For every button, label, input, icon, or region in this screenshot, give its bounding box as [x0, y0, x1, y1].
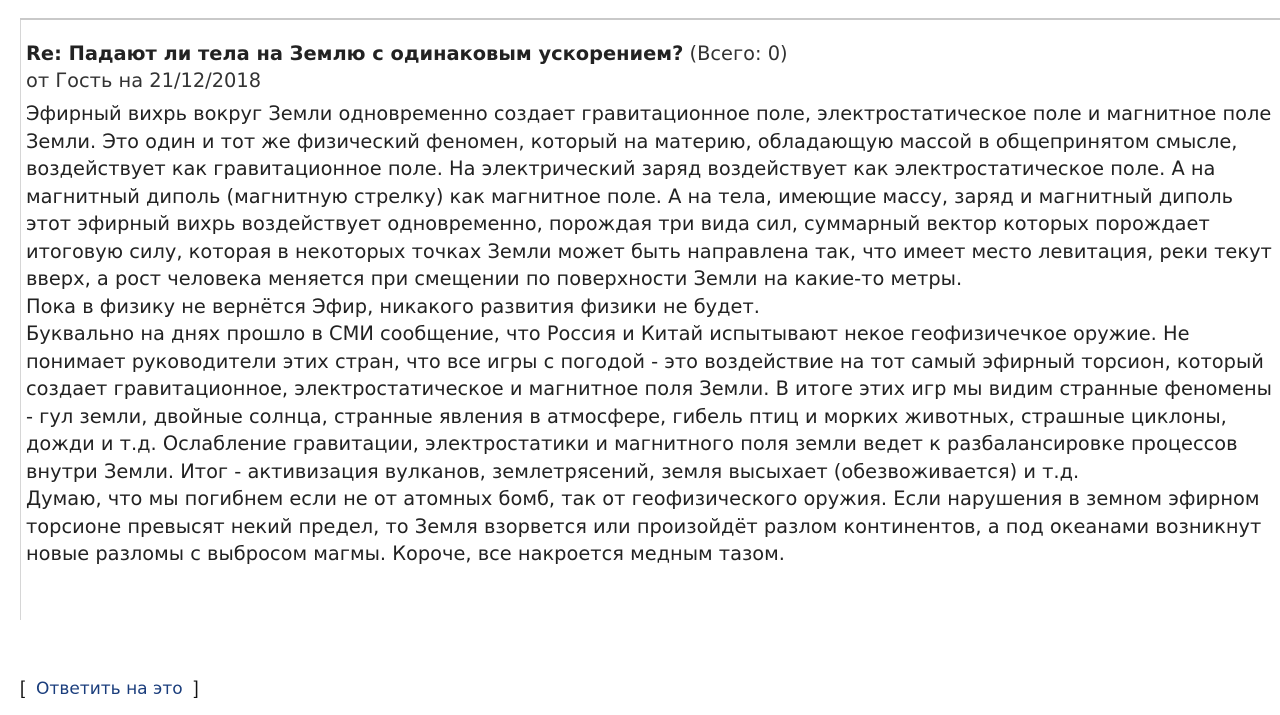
- reply-bar: [20, 676, 199, 701]
- post-paragraph: Эфирный вихрь вокруг Земли одновременно создает гравитационное поле, электростатическое поле и магнитное поле Земли. Это один и тот же физический феномен, который на материю, обладающую массой в общепринятом смысле, воздействует как гравитационное поле. На электрический заряд воздействует как электростатическое поле. А на магнитный диполь (магнитную стрелку) как магнитное поле. А на тела, имеющие массу, заряд и магнитный диполь этот эфирный вихрь воздействует одновременно, порождая три вида сил, суммарный вектор которых порождает итоговую силу, которая в некоторых точках Земли может быть направлена так, что имеет место левитация, реки текут вверх, а рост человека меняется при смещении по поверхности Земли на какие-то метры.: [26, 102, 1272, 290]
- reply-link[interactable]: Ответить на это: [36, 679, 183, 699]
- post-body: [26, 100, 1274, 568]
- forum-post: [26, 40, 1274, 568]
- open-bracket: [: [20, 678, 26, 698]
- post-header: [26, 40, 1274, 67]
- post-author-date: от Гость на 21/12/2018: [26, 69, 262, 92]
- post-paragraph: Думаю, что мы погибнем если не от атомных бомб, так от геофизического оружия. Если нарушения в земном эфирном торсионе превысят некий предел, то Земля взорвется или произойдёт разлом континентов, а под океанами возникнут новые разломы с выбросом магмы. Короче, все накроется медным тазом.: [26, 487, 1262, 565]
- post-paragraph: Пока в физику не вернётся Эфир, никакого развития физики не будет.: [26, 294, 760, 318]
- left-divider: [20, 20, 21, 620]
- reply-count: (Всего: 0): [689, 42, 788, 65]
- post-paragraph: Буквально на днях прошло в СМИ сообщение, что Россия и Китай испытывают некое геофизичечкое оружие. Не понимает руководители этих стран, что все игры с погодой - это воздействие на тот самый эфирный торсион, который создает гравитационное, электростатическое и магнитное поля Земли. В итоге этих игр мы видим странные феномены - гул земли, двойные солнца, странные явления в атмосфере, гибель птиц и морких животных, страшные циклоны, дожди и т.д. Ослабление гравитации, электростатики и магнитного поля земли ведет к разбалансировке процессов внутри Земли. Итог - активизация вулканов, землетрясений, земля высыхает (обезвоживается) и т.д.: [26, 322, 1272, 483]
- top-divider: [20, 18, 1280, 20]
- post-title: Re: Падают ли тела на Землю с одинаковым ускорением?: [26, 42, 684, 65]
- close-bracket: ]: [193, 678, 199, 698]
